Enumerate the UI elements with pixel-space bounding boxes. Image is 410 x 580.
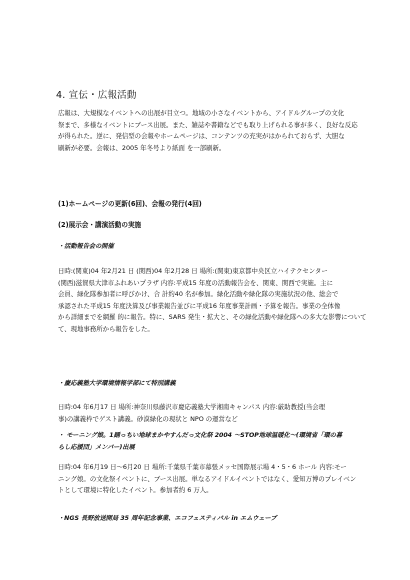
item-title-report-meeting: ・活動報告会の開催 (58, 243, 114, 250)
body-line: トとして環境に特化したイベント。参加者約 6 万人。 (58, 486, 213, 495)
title-line: らし応援団」メンバー)出展 (58, 444, 135, 451)
subsection-heading-1: (1)ホームページの更新(6回)、会報の発行(4回) (58, 200, 202, 208)
item-title-keio-lecture: ・慶応義塾大学環境情報学部にて特別講義 (58, 380, 176, 387)
item-title-morning-musume (58, 430, 342, 451)
intro-line: 刷新が必要。会報は、2005 年冬号より紙面 を一部刷新。 (58, 143, 226, 152)
body-line: 承認された平成15 年度決算及び事業報告並びに平成16 年度事業計画・予算を報告。事業の全体像 (58, 301, 341, 310)
intro-paragraph (58, 108, 358, 154)
subsection-heading-2: (2)展示会・講演活動の実施 (58, 221, 142, 229)
item-body-report-meeting (58, 266, 367, 336)
title-line: ・ モーニング娘。1踊っちい地球まかやすんだっ文化祭 2004 〜STOP地球温暖化〜(環境省「環の暮 (58, 432, 343, 439)
body-line: ニング娘。の文化祭イベントに、ブース出展。単なるアイドルイベントではなく、愛知万博のプレイベン (58, 474, 357, 483)
intro-line: が得られた。逆に、発信型の会報やホームページは、コンテンツの充実がはかられておらず、大胆な (58, 132, 345, 141)
body-line: から詳細までを網羅 的に報告。特に、SARS 発生・拡大と、その緑化活動や緑化隊への多大な影響について (58, 313, 367, 322)
body-line: 日時:(関東)04 年2月21 日 (関西)04 年2月28 日 場所:(関東)東京都中央区立ハイテクセンター (58, 267, 328, 275)
body-line: 事)の講義枠でゲスト講義。砂漠緑化の現状と NPO の運営など (58, 414, 238, 423)
item-title-ngs-ecofestival: ・NGS 長野放送開局 35 周年記念事業、エコフェスティバル in エムウェーブ (58, 515, 277, 522)
intro-line: 祭まで、多様なイベントにブース出展。また、雑誌や書籍などでも取り上げられる事が多く、良好な反応 (58, 120, 358, 129)
body-line: て、現地事務所から報告をした。 (58, 324, 154, 333)
body-line: 日時:04 年6月19 日〜6月20 日 場所:千葉県千葉市幕張メッセ国際展示場 4・5・6 ホール 内容:モー (58, 463, 347, 471)
intro-line: 広報は、大規模なイベントへの出展が目立つ。地域の小さなイベントから、アイドルグループの文化 (58, 109, 345, 117)
body-line: 会員、緑化隊参加者に呼びかけ、合 計約40 名が参加。緑化活動や緑化隊の実施状況の他、総会で (58, 290, 339, 299)
item-body-morning-musume (58, 462, 358, 497)
section-heading: 4. 宣伝・広報活動 (56, 90, 137, 101)
item-body-keio-lecture (58, 402, 358, 425)
body-line: 日時:04 年6月17 日 場所:神奈川県藤沢市慶応義塾大学湘南キャンパス 内容:厳助教授(当会理 (58, 403, 326, 411)
body-line: (関西)滋賀県大津市ふれあいプラザ 内容:平成15 年度の活動報告会を、関東、関西で実施。主に (58, 278, 333, 287)
